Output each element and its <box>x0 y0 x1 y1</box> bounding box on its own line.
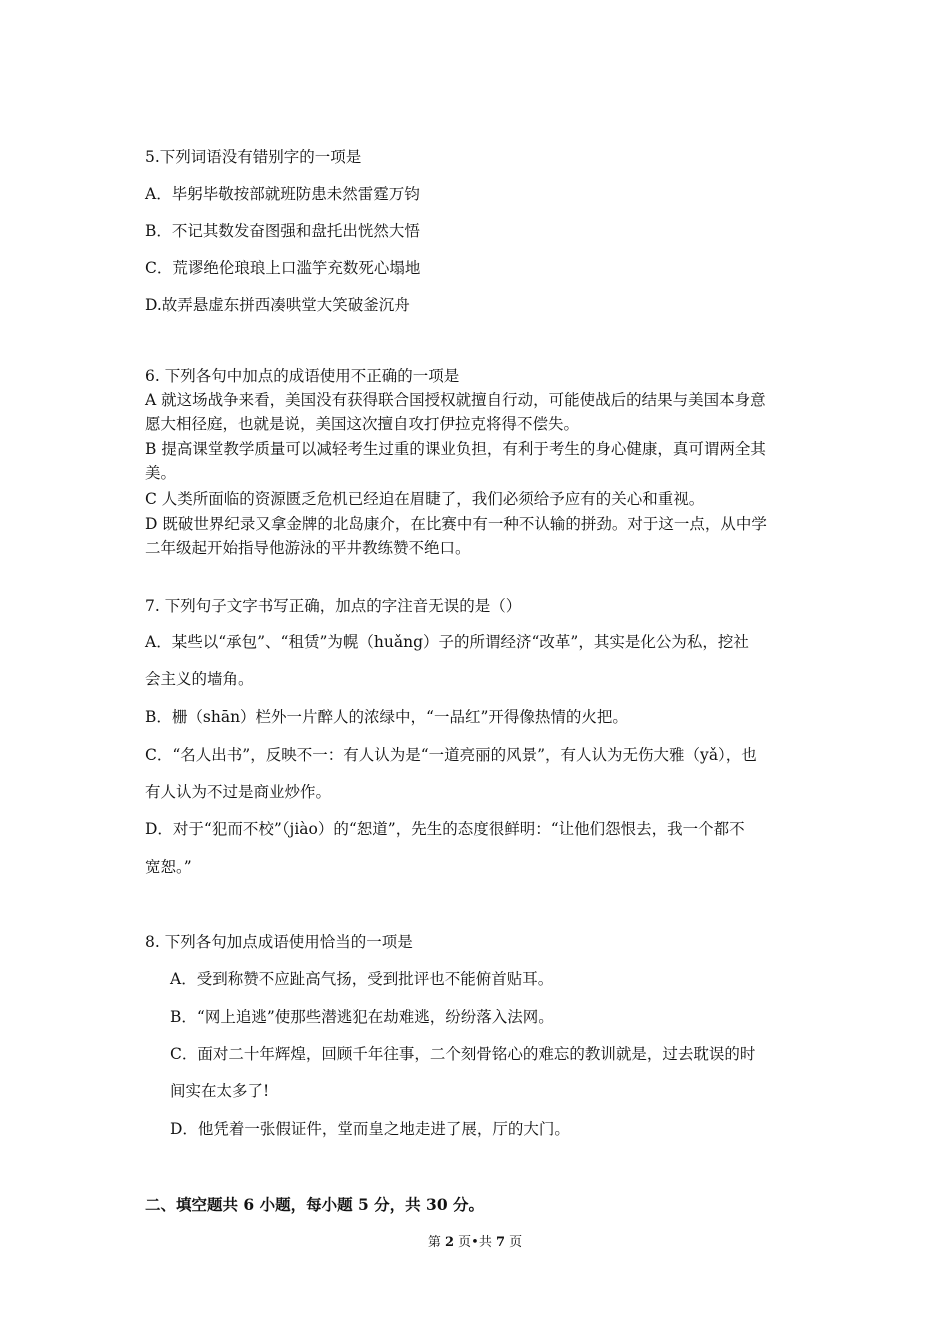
q6-line: 美。 <box>145 464 177 482</box>
q6-line: 愿大相径庭，也就是说，美国这次擅自攻打伊拉克将得不偿失。 <box>145 415 580 433</box>
q8-line: 间实在太多了! <box>170 1082 270 1100</box>
footer-prefix: 第 <box>427 1235 445 1250</box>
q5-option-b: B．不记其数发奋图强和盘托出恍然大悟 <box>145 222 420 240</box>
q7-line: C．“名人出书”，反映不一：有人认为是“一道亮丽的风景”，有人认为无伤大雅（yǎ），也 <box>145 746 757 764</box>
page-footer <box>0 1234 950 1252</box>
total-pages-number: 7 <box>495 1235 506 1250</box>
q8-line: D．他凭着一张假证件，堂而皇之地走进了展，厅的大门。 <box>170 1120 570 1138</box>
q6-line: A 就这场战争来看，美国没有获得联合国授权就擅自行动，可能使战后的结果与美国本身意 <box>145 391 766 409</box>
q7-line: 有人认为不过是商业炒作。 <box>145 783 332 801</box>
q7-line: D．对于“犯而不校”（jiào）的“恕道”，先生的态度很鲜明：“让他们怨恨去，我一个都不 <box>145 820 745 838</box>
q7-line: B．栅（shān）栏外一片醉人的浓绿中，“一品红”开得像热情的火把。 <box>145 708 628 726</box>
q8-line: C．面对二十年辉煌，回顾千年往事，二个刻骨铭心的难忘的教训就是，过去耽误的时 <box>170 1045 756 1063</box>
q5-option-c: C．荒谬绝伦琅琅上口滥竽充数死心塌地 <box>145 259 421 277</box>
q7-line: A．某些以“承包”、“租赁”为幌（huǎng）子的所谓经济“改革”，其实是化公为私，挖社 <box>145 633 749 651</box>
footer-suffix: 页 <box>505 1235 523 1250</box>
q8-line: A．受到称赞不应趾高气扬，受到批评也不能俯首贴耳。 <box>170 970 554 988</box>
q5-stem: 5.下列词语没有错别字的一项是 <box>145 148 362 166</box>
section-heading: 二、填空题共 6 小题，每小题 5 分，共 30 分。 <box>145 1195 485 1214</box>
q5-option-a: A．毕躬毕敬按部就班防患未然雷霆万钧 <box>145 185 420 203</box>
q6-line: C 人类所面临的资源匮乏危机已经迫在眉睫了，我们必须给予应有的关心和重视。 <box>145 490 705 508</box>
q6-line: B 提高课堂教学质量可以减轻考生过重的课业负担，有利于考生的身心健康，真可谓两全其 <box>145 440 766 458</box>
q7-line: 宽恕。” <box>145 858 192 876</box>
q8-stem: 8. 下列各句加点成语使用恰当的一项是 <box>145 933 413 951</box>
q8-line: B．“网上追逃”使那些潜逃犯在劫难逃，纷纷落入法网。 <box>170 1008 554 1026</box>
q7-stem: 7. 下列句子文字书写正确，加点的字注音无误的是（） <box>145 597 522 615</box>
q6-line: 二年级起开始指导他游泳的平井教练赞不绝口。 <box>145 539 471 557</box>
current-page-number: 2 <box>444 1235 455 1250</box>
q6-line: D 既破世界纪录又拿金牌的北岛康介，在比赛中有一种不认输的拼劲。对于这一点，从中学 <box>145 515 767 533</box>
footer-middle: 页•共 <box>454 1235 496 1250</box>
q6-stem: 6. 下列各句中加点的成语使用不正确的一项是 <box>145 367 460 385</box>
q5-option-d: D.故弄悬虚东拼西凑哄堂大笑破釜沉舟 <box>145 296 410 314</box>
q7-line: 会主义的墙角。 <box>145 670 254 688</box>
